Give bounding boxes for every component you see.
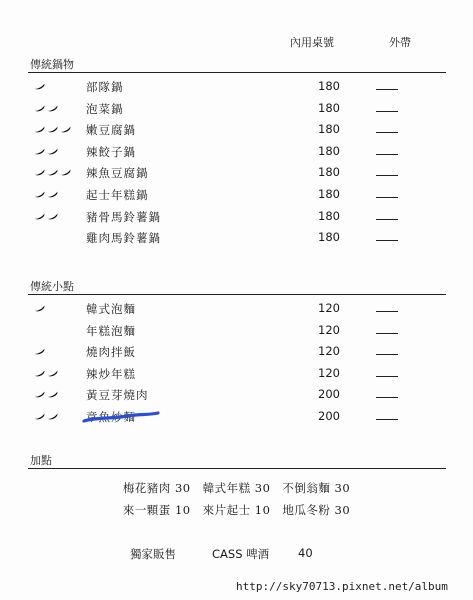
menu-item-price: 200 (318, 387, 340, 402)
menu-item-row (0, 164, 473, 182)
takeout-quantity-blank (376, 197, 398, 198)
menu-item-price: 120 (318, 322, 340, 337)
menu-item-name: 雞肉馬鈴薯鍋 (86, 231, 161, 246)
pepper-icon (34, 411, 47, 422)
spice-level-icons (34, 303, 47, 314)
takeout-quantity-blank (376, 132, 398, 133)
menu-item-name: 起士年糕鍋 (86, 188, 149, 202)
menu-item-row (0, 100, 473, 118)
menu-item-name: 韓式泡麵 (86, 302, 136, 316)
pepper-icon (47, 146, 60, 157)
section-divider (28, 72, 446, 73)
pepper-icon (47, 389, 60, 400)
takeout-header: 外帶 (389, 36, 411, 49)
strikethrough-mark (82, 409, 160, 423)
menu-item-row (0, 322, 473, 340)
takeout-quantity-blank (376, 175, 398, 176)
pepper-icon (60, 124, 73, 135)
menu-item-row (0, 300, 473, 318)
pepper-icon (34, 124, 47, 135)
takeout-quantity-blank (376, 397, 398, 398)
section-divider (28, 294, 446, 295)
takeout-quantity-blank (376, 354, 398, 355)
spice-level-icons (34, 211, 60, 222)
pepper-icon (47, 189, 60, 200)
menu-item-price: 180 (318, 187, 340, 201)
spice-level-icons (34, 103, 60, 114)
pepper-icon (34, 368, 47, 379)
pepper-icon (47, 167, 60, 178)
menu-item-row (0, 365, 473, 383)
pepper-icon (47, 368, 60, 379)
addon-line: 來一顆蛋 10 來片起士 10 地瓜冬粉 30 (122, 503, 351, 517)
menu-item-row (0, 208, 473, 226)
pepper-icon (34, 81, 47, 92)
menu-item-price: 180 (318, 79, 340, 93)
menu-item-row (0, 186, 473, 204)
section-divider (28, 468, 446, 469)
menu-item-price: 180 (318, 122, 340, 137)
menu-item-name: 燒肉拌飯 (86, 345, 136, 360)
pepper-icon (34, 303, 47, 314)
menu-item-row (0, 143, 473, 161)
menu-item-name: 年糕泡麵 (86, 323, 136, 338)
menu-item-row (0, 78, 473, 96)
pepper-icon (60, 167, 73, 178)
takeout-quantity-blank (376, 89, 398, 90)
footer-exclusive: 獨家販售 (130, 547, 176, 561)
pepper-icon (34, 167, 47, 178)
takeout-quantity-blank (376, 111, 398, 112)
pepper-icon (34, 211, 47, 222)
addon-line: 梅花豬肉 30 韓式年糕 30 不倒翁麵 30 (122, 481, 351, 495)
menu-item-name: 辣魚豆腐鍋 (86, 166, 149, 181)
footer-beer-price: 40 (298, 546, 313, 560)
spice-level-icons (34, 368, 60, 379)
spice-level-icons (34, 411, 60, 422)
menu-item-price: 120 (318, 301, 340, 315)
section-title-hotpot: 傳統鍋物 (30, 58, 74, 71)
menu-item-name: 豬骨馬鈴薯鍋 (86, 209, 161, 224)
footer-beer: CASS 啤酒 (212, 547, 270, 561)
spice-level-icons (34, 146, 60, 157)
menu-item-price: 120 (318, 365, 340, 380)
spice-level-icons (34, 167, 73, 178)
watermark: http://sky70713.pixnet.net/album (236, 580, 448, 593)
menu-item-row (0, 121, 473, 139)
pepper-icon (34, 389, 47, 400)
menu-item-row (0, 229, 473, 247)
pepper-icon (47, 124, 60, 135)
takeout-quantity-blank (376, 333, 398, 334)
menu-item-name: 辣炒年糕 (86, 366, 136, 381)
menu-item-price: 180 (318, 100, 340, 115)
menu-item-price: 180 (318, 230, 340, 245)
dine-in-header: 內用桌號 (290, 36, 334, 49)
menu-item-price: 200 (318, 409, 340, 423)
takeout-quantity-blank (376, 240, 398, 241)
takeout-quantity-blank (376, 419, 398, 420)
pepper-icon (34, 146, 47, 157)
pepper-icon (34, 103, 47, 114)
spice-level-icons (34, 124, 73, 135)
spice-level-icons (34, 81, 47, 92)
pepper-icon (34, 346, 47, 357)
spice-level-icons (34, 346, 47, 357)
section-title-addons: 加點 (30, 454, 52, 467)
menu-item-name: 黃豆芽燒肉 (86, 388, 149, 403)
menu-item-price: 120 (318, 344, 340, 359)
menu-item-row (0, 408, 473, 426)
takeout-quantity-blank (376, 154, 398, 155)
menu-item-name: 部隊鍋 (86, 80, 124, 94)
pepper-icon (47, 211, 60, 222)
section-title-snacks: 傳統小點 (30, 280, 74, 293)
pepper-icon (47, 103, 60, 114)
menu-item-price: 180 (318, 143, 340, 158)
menu-item-name: 泡菜鍋 (86, 101, 124, 116)
menu-item-name: 章魚炒麵 (86, 410, 136, 424)
spice-level-icons (34, 189, 60, 200)
menu-item-name: 嫩豆腐鍋 (86, 123, 136, 138)
takeout-quantity-blank (376, 376, 398, 377)
spice-level-icons (34, 389, 60, 400)
pepper-icon (47, 411, 60, 422)
takeout-quantity-blank (376, 219, 398, 220)
menu-item-row (0, 386, 473, 404)
menu-item-name: 辣餃子鍋 (86, 144, 136, 159)
menu-item-row (0, 343, 473, 361)
takeout-quantity-blank (376, 311, 398, 312)
menu-item-price: 180 (318, 208, 340, 223)
menu-item-price: 180 (318, 165, 340, 180)
pepper-icon (34, 189, 47, 200)
